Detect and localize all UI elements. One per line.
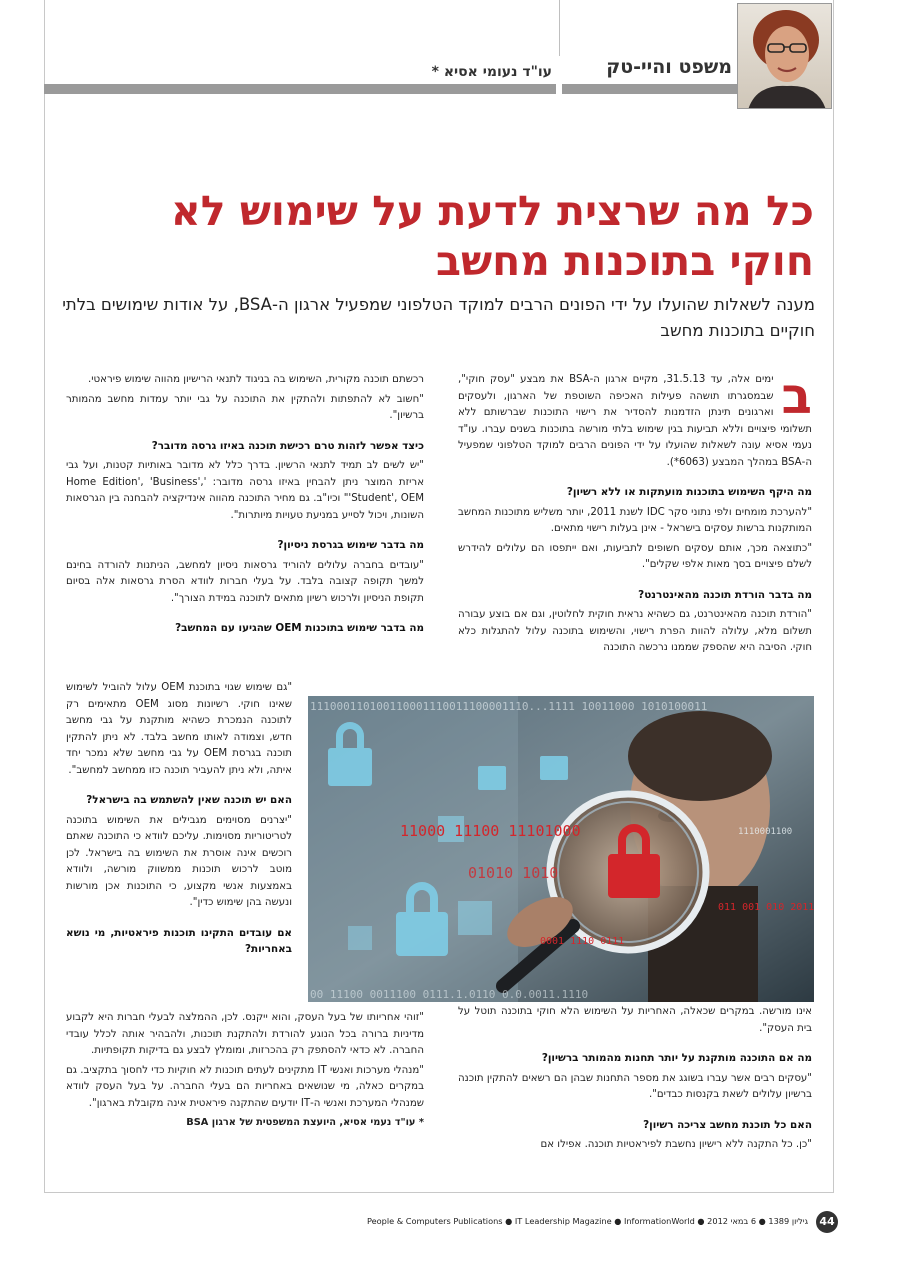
answer-paragraph: "זוהי אחריותו של בעל העסק, והוא ייקנס. לכן, ההמלצה לבעלי חברות היא לקבוע מדיניות ברורה בכל הנוגע להורדת ולהתקנת תוכנות, ולהבהיר אותה לכלל עובדי החברה. לא כדאי להסתפק רק בהכרזות, ומומלץ לבצע גם בדיקות תקופתיות. <box>66 1012 424 1056</box>
question-heading: מה בדבר שימוש בתוכנות OEM שהגיעו עם המחשב? <box>175 622 424 634</box>
page-number: 44 <box>816 1211 838 1233</box>
answer-paragraph: "יצרנים מסוימים מגבילים את השימוש בתוכנה לטריטוריות מסוימות. עליכם לוודא כי התוכנה שאתם רוכשים אינה אוסרת את השימוש בה בישראל. לכן מוטב לרכוש תוכנות ממשווק מורשה, ולוודא באמצעות אנשי מקצוע, כי התוכנות אכן מורשות ונעשה בהן שימוש כדין". <box>66 814 292 908</box>
question-heading: מה בדבר הורדת תוכנה מהאינטרנט? <box>638 588 812 601</box>
left-column-narrow <box>66 680 292 962</box>
binary-text: 01010 1010 <box>468 864 559 882</box>
question-heading: כיצד אפשר לזהות טרם רכישת תוכנה באיזו גרסה מדובר? <box>151 439 424 452</box>
header-bar <box>44 84 737 94</box>
binary-text: 011 001 010 2011 <box>718 902 814 913</box>
author-byline: עו"ד נעומי אסיא * <box>431 64 552 80</box>
question-heading: מה בדבר שימוש בגרסת ניסיון? <box>277 539 424 551</box>
binary-text: 00 11100 0011100 0111.1.0110 0.0.0011.1110 <box>310 988 589 1001</box>
right-column-top <box>458 367 813 660</box>
section-title: משפט והיי-טק <box>606 56 732 78</box>
answer-paragraph: "כן. כל התקנה ללא רישיון נחשבת לפיראטיות תוכנה. אפילו אם <box>540 1139 812 1150</box>
answer-paragraph: "גם שימוש שגוי בתוכנת OEM עלול להוביל לשימוש שאינו חוקי. רשיונות מסוג OEM מתאימים רק לתוכנה הנמכרת כשהיא מותקנת על גבי מחשב חדש, וצמודה לאותו מחשב בלבד. לא ניתן להתקין תוכנה בגרסת OEM על גבי מחשב שלא נמכר יחד איתה, ולא ניתן להעביר תוכנה כזו ממחשב למחשב". <box>66 682 293 776</box>
answer-paragraph: "יש לשים לב תמיד לתנאי הרשיון. בדרך כלל לא מדובר באותיות קטנות, ועל גבי אריזת המוצר ניתן להבחין באיזו גרסה מדובר: 'Home Edition', 'Business', 'Student', OEM" וכיו"ב. גם מחיר התוכנה מהווה אינדיקציה להבחנה בין הגרסאות השונות, ויכול לסייע במניעת טעויות מיותרות". <box>66 460 424 521</box>
left-column-bottom <box>66 1010 424 1135</box>
binary-text: 111000110100110001110011100001110...1111 10011000 1010100011 <box>310 700 708 713</box>
answer-paragraph: "מנהלי מערכות ואנשי IT מתקינים לעתים תוכנות לא חוקיות כדי לחסוך בתקציב. גם במקרים כאלה, מי שנושאים באחריות הם בעלי החברה. על בעל העסק לוודא שמנהלי המערכת ואנשי ה-IT יודעים שהתקנה פיראטית אינה מקובלת בארגון". <box>66 1064 424 1109</box>
answer-paragraph: רכשתם תוכנה מקורית, השימוש בה בניגוד לתנאי הרישיון מהווה שימוש פיראטי. <box>88 374 424 385</box>
answer-paragraph: "הורדת תוכנה מהאינטרנט, גם כשהיא נראית חוקית לחלוטין, וגם אם בוצע עבורה תשלום מלא, עלולה להוות הפרת רישוי, והשימוש בתוכנה עלול להתגלות כלא חוקי. הסיבה היא שהספק שממנו נרכשה התוכנה <box>458 609 812 653</box>
question-heading: מה אם התוכנה מותקנת על יותר תחנות מהמותר ברשיון? <box>541 1052 812 1064</box>
article-illustration <box>308 696 814 1002</box>
question-heading: מה היקף השימוש בתוכנות מועתקות או ללא רשיון? <box>566 486 812 498</box>
question-heading: אם עובדים התקינו תוכנות פיראטיות, מי נושא באחריות? <box>66 926 292 955</box>
author-photo <box>737 3 832 109</box>
footer-publication-line: People & Computers Publications ● IT Leadership Magazine ● InformationWorld ● 2012 גיליון 1389 ● 6 במאי <box>366 1216 808 1226</box>
article-title: כל מה שרצית לדעת על שימוש לא חוקי בתוכנות מחשב <box>170 187 814 285</box>
intro-text: ימים אלה, עד 31.5.13, מקיים ארגון ה-BSA את מבצע "עסק חוקי", שבמסגרתו תושהה פעילות האכיפה השוטפת של הארגון, ולעסקים וארגונים תינתן הזדמנות להסדיר את רישוי התוכנות שברשותם ללא תשלומי פיצויים וללא תביעות בגין שימוש בלתי מורשה בתוכנות בשנים עברו. עו"ד נעמי אסיא עונה לשאלות שהועלו על ידי הפונים הרבים למוקד הטלפוני שמפעיל ה-BSA במהלך המבצע (6063*). <box>458 374 812 468</box>
binary-text: 1110001100 <box>738 827 793 837</box>
answer-paragraph: אינו מורשה. במקרים שכאלה, האחריות על השימוש הלא חוקי בתוכנה תוטל על בית העסק". <box>458 1006 812 1034</box>
answer-paragraph: "להערכת מומחים ולפי נתוני סקר IDC לשנת 2011, יותר משליש מתוכנות המחשב המותקנות ברשות עסקים בישראל - אינן בעלות רישוי מתאים. <box>458 506 813 534</box>
intro-paragraph <box>458 367 812 471</box>
left-column-top <box>66 372 424 641</box>
answer-paragraph: "חשוב לא להתפתות ולהתקין את התוכנה על גבי יותר עמדות מחשב מהמותר ברשיון". <box>66 393 424 421</box>
right-column-bottom <box>458 1004 812 1157</box>
question-heading: האם כל תוכנת מחשב צריכה רשיון? <box>643 1118 812 1131</box>
article-lead: מענה לשאלות שהועלו על ידי הפונים הרבים למוקד הטלפוני שמפעיל ארגון ה-BSA, על אודות שימושים בלתי חוקיים בתוכנות מחשב <box>62 295 815 340</box>
drop-cap: ב <box>781 367 812 425</box>
question-heading: האם יש תוכנה שאין להשתמש בה בישראל? <box>86 794 292 806</box>
binary-text: 11000 11100 11101000 <box>400 822 581 840</box>
binary-text: 0001 1110 0111 <box>540 936 625 947</box>
answer-paragraph: "עסקים רבים אשר עברו בשוגג את מספר התחנות שבהן הם רשאים להתקין תוכנה ברשיון עלולים לשאת בקנסות כבדים". <box>458 1072 812 1100</box>
answer-paragraph: "כתוצאה מכך, אותם עסקים חשופים לתביעות, ואם ייתפסו הם עלולים להידרש לשלם פיצויים בסך מאות אלפי שקלים". <box>458 542 812 570</box>
answer-paragraph: "עובדים בחברה עלולים להוריד גרסאות ניסיון למחשב, הניתנות להורדה בחינם למשך תקופה קצובה בלבד. על בעלי חברות לוודא הסרת גרסאות אלה בסיום תקופת הניסיון ולרכוש רשיון מתאים לתוכנה במידת הצורך". <box>66 559 424 604</box>
author-note: * עו"ד נעמי אסיא, היועצת המשפטית של ארגון BSA <box>186 1117 424 1128</box>
